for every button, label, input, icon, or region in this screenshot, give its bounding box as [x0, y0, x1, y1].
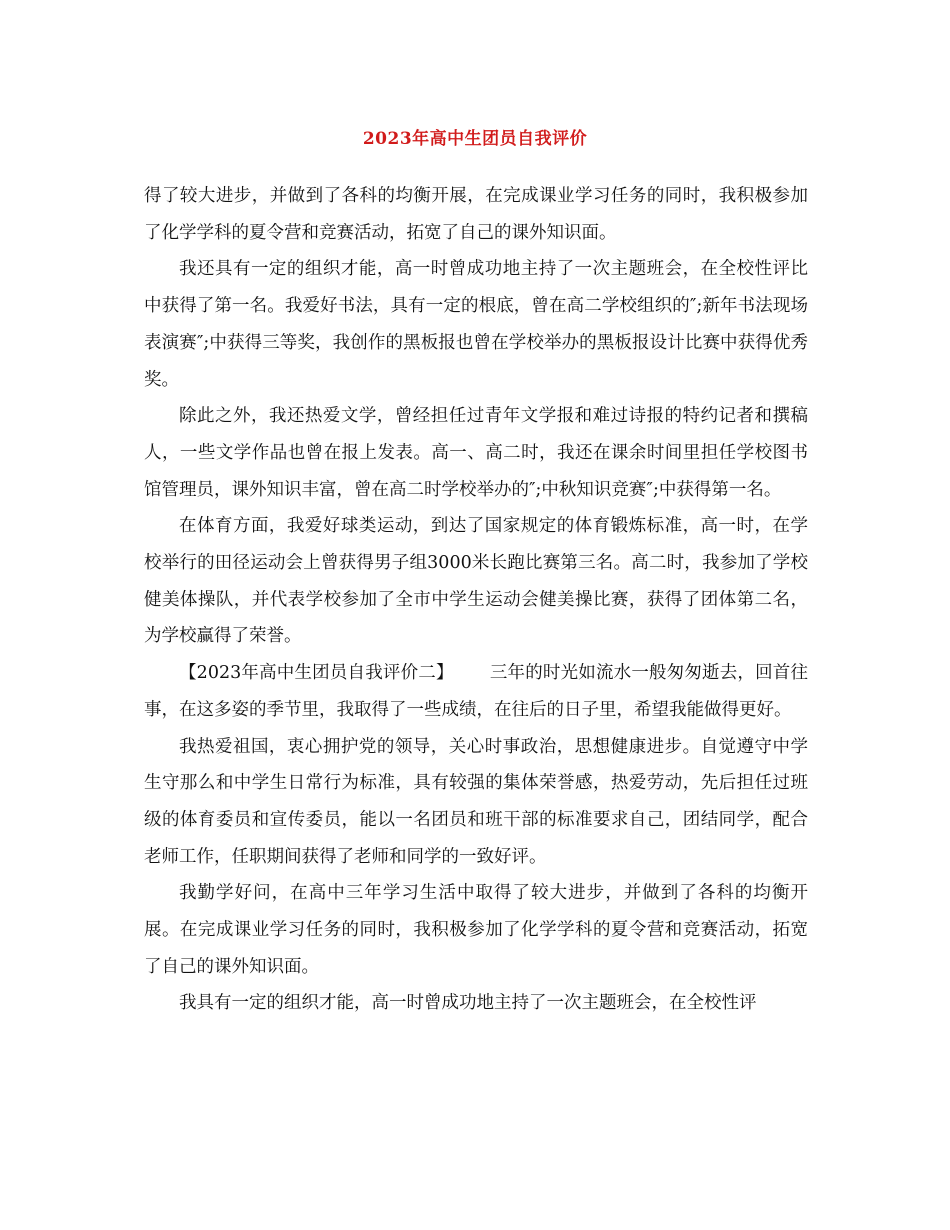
paragraph-6: 我热爱祖国，衷心拥护党的领导，关心时事政治，思想健康进步。自觉遵守中学生守那么和中学生日常行为标准，具有较强的集体荣誉感，热爱劳动，先后担任过班级的体育委员和宣传委员，能以一名团员和班干部的标准要求自己，团结同学，配合老师工作，任职期间获得了老师和同学的一致好评。 — [144, 736, 808, 867]
document-body — [144, 178, 808, 1022]
paragraph-8: 我具有一定的组织才能，高一时曾成功地主持了一次主题班会，在全校性评 — [179, 993, 757, 1014]
paragraph-4: 在体育方面，我爱好球类运动，到达了国家规定的体育锻炼标准，高一时，在学校举行的田径运动会上曾获得男子组3000米长跑比赛第三名。高二时，我参加了学校健美体操队，并代表学校参加了全市中学生运动会健美操比赛，获得了团体第二名，为学校赢得了荣誉。 — [144, 516, 808, 647]
page-title: 2023年高中生团员自我评价 — [362, 129, 588, 149]
paragraph-2: 我还具有一定的组织才能，高一时曾成功地主持了一次主题班会，在全校性评比中获得了第一名。我爱好书法，具有一定的根底，曾在高二学校组织的″;新年书法现场表演赛″;中获得三等奖，我创作的黑板报也曾在学校举办的黑板报设计比赛中获得优秀奖。 — [144, 259, 808, 390]
paragraph-3: 除此之外，我还热爱文学，曾经担任过青年文学报和难过诗报的特约记者和撰稿人，一些文学作品也曾在报上发表。高一、高二时，我还在课余时间里担任学校图书馆管理员，课外知识丰富，曾在高二时学校举办的″;中秋知识竞赛″;中获得第一名。 — [144, 406, 808, 500]
paragraph-5-text: 三年的时光如流水一般匆匆逝去，回首往事，在这多姿的季节里，我取得了一些成绩，在往后的日子里，希望我能做得更好。 — [144, 663, 808, 720]
section-heading: 【2023年高中生团员自我评价二】 — [179, 663, 454, 684]
paragraph-1: 得了较大进步，并做到了各科的均衡开展，在完成课业学习任务的同时，我积极参加了化学学科的夏令营和竞赛活动，拓宽了自己的课外知识面。 — [144, 186, 808, 243]
paragraph-5 — [144, 655, 808, 728]
paragraph-7: 我勤学好问，在高中三年学习生活中取得了较大进步，并做到了各科的均衡开展。在完成课业学习任务的同时，我积极参加了化学学科的夏令营和竞赛活动，拓宽了自己的课外知识面。 — [144, 883, 808, 977]
